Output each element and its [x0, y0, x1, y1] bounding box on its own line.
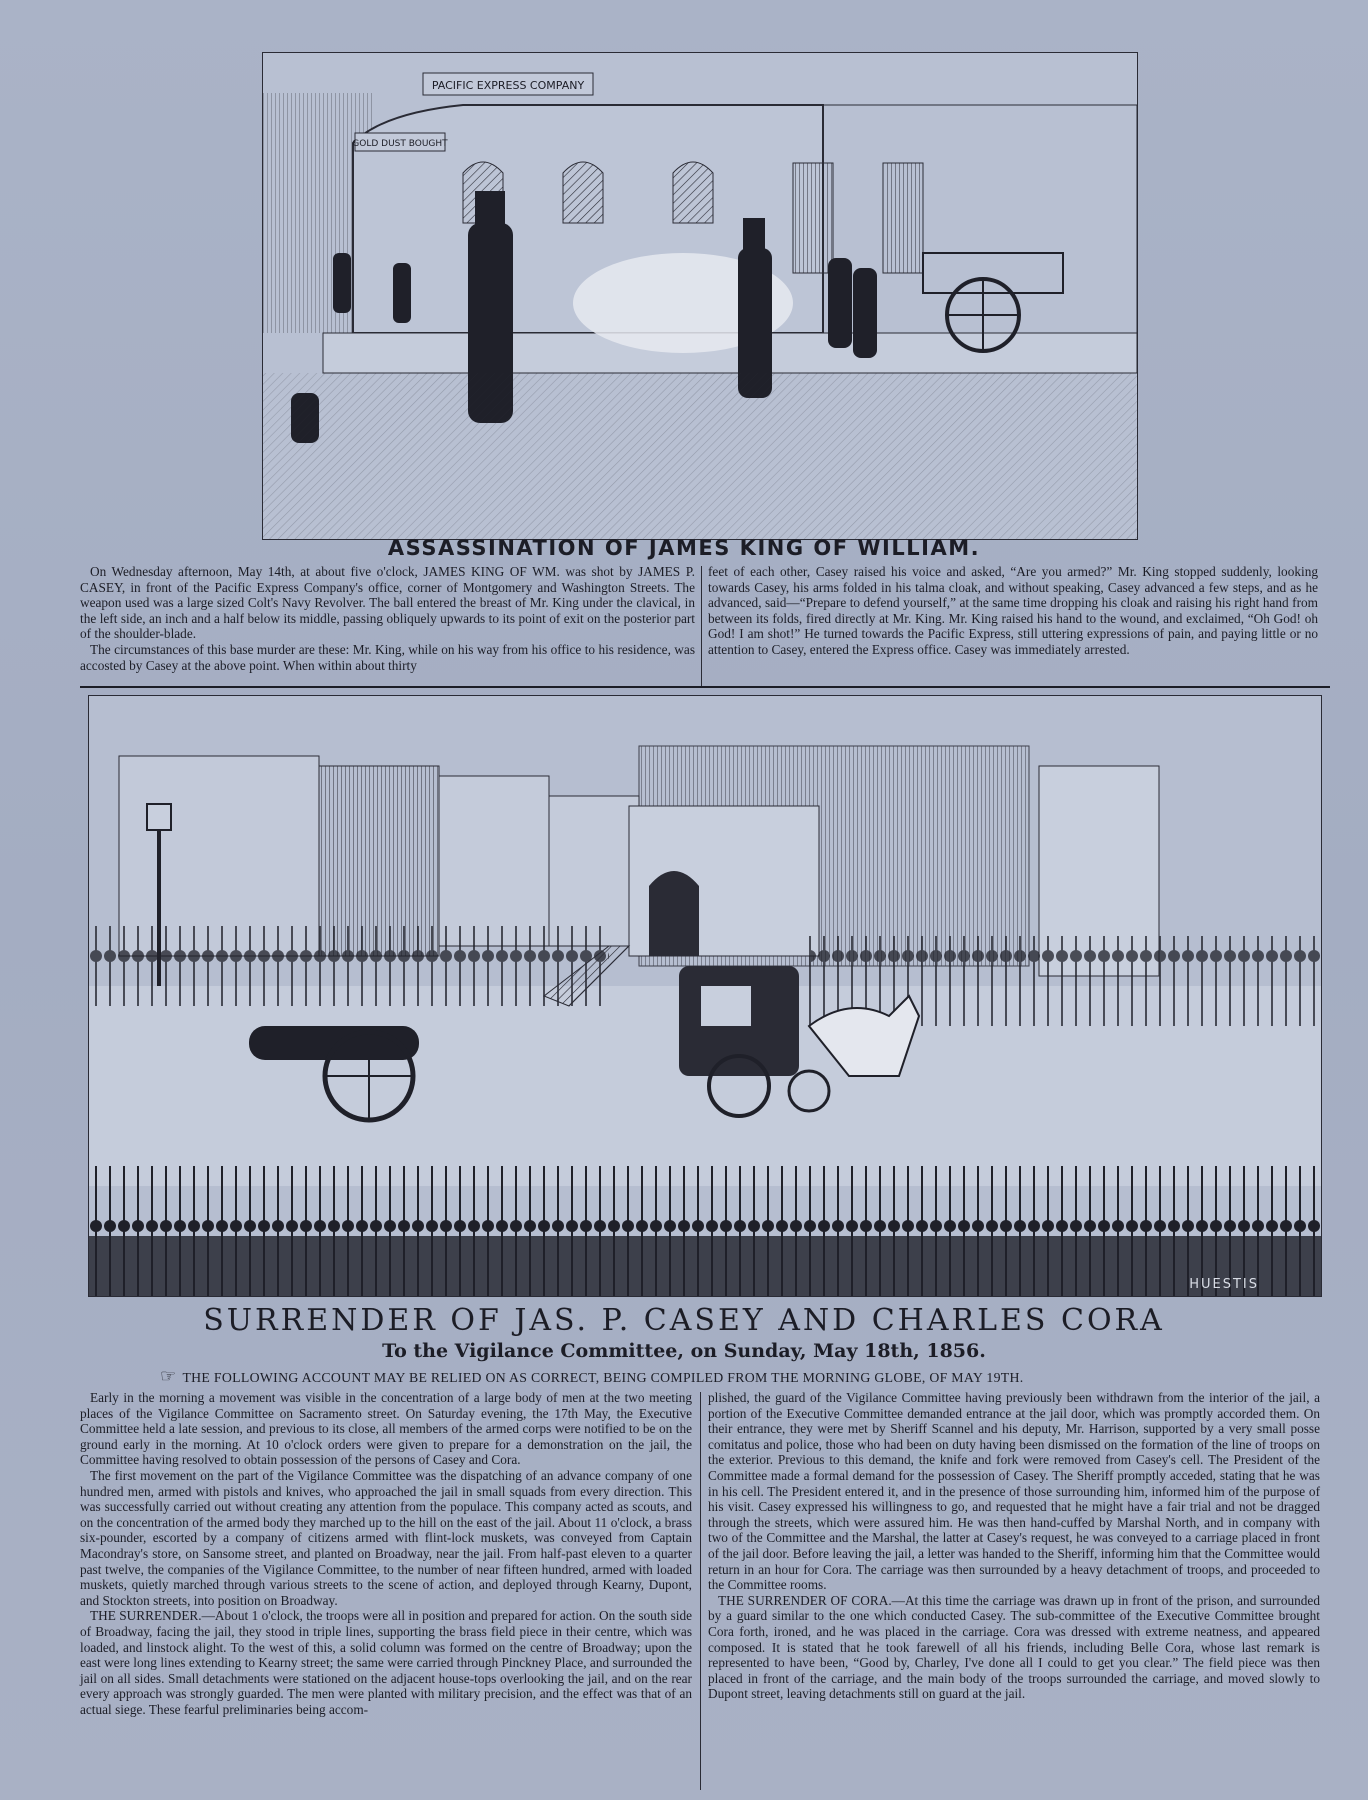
article-paragraph: feet of each other, Casey raised his voice and asked, “Are you armed?” Mr. King stopped suddenly, looking towards Casey, his arms folded in his talma cloak, and without speaking, Casey advanced a few steps, and as he advanced, said—“Prepare to defend yourself,” at the same time dropping his cloak and raising his right hand from between its folds, fired directly at Mr. King. Mr. King raised his hand to the wound, and exclaimed, “Oh God! oh God! I am shot!” He turned towards the Pacific Express, still uttering expressions of pain, and paying little or no attention to Casey, entered the Express office. Casey was immediately arrested. — [708, 564, 1318, 657]
article-paragraph: Early in the morning a movement was visible in the concentration of a large body of men at the two meeting places of the Vigilance Committee on Sacramento street. On Saturday evening, the 17th May, the Executive Committee held a late session, and previous to its close, all members of the armed corps were notified to be on the ground early in the morning. At 10 o'clock orders were given to prepare for a demonstration on the jail, the Committee having resolved to obtain possession of the persons of Casey and Cora. — [80, 1390, 692, 1468]
source-notice — [160, 1366, 1310, 1387]
assassination-column-right — [708, 564, 1318, 658]
express-sign: PACIFIC EXPRESS COMPANY — [431, 79, 585, 92]
surrender-title: SURRENDER OF JAS. P. CASEY AND CHARLES CORA — [203, 1303, 1165, 1338]
surrender-engraving — [88, 695, 1322, 1297]
article-paragraph: THE SURRENDER.—About 1 o'clock, the troops were all in position and prepared for action. On the south side of Broadway, facing the jail, they stood in triple lines, supporting the brass field piece in their centre, which was loaded, and linstock alight. To the west of this, a solid column was formed on the centre of Broadway; upon the east were long lines extending to Kearny street; the same were carried through Pinckney Place, and surrounded the jail on all sides. Small detachments were stationed on the adjacent house-tops overlooking the jail, and on the rear every approach was strongly guarded. The men were planted with military precision, and the effect was that of an actual siege. These fearful preliminaries being accom- — [80, 1608, 692, 1717]
assassination-title: ASSASSINATION OF JAMES KING OF WILLIAM. — [387, 536, 981, 560]
article-paragraph: The first movement on the part of the Vigilance Committee was the dispatching of an advance company of one hundred men, armed with pistols and knives, who approached the jail in small squads from every direction. This was successfully carried out without creating any attention from the populace. This company acted as scouts, and on the concentration of the armed body they marched up to the hill on the east of the jail. About 11 o'clock, a brass six-pounder, escorted by a company of citizens armed with flint-lock muskets, was conveyed from Captain Macondray's store, on Sansome street, and planted on Broadway, near the jail. From half-past eleven to a quarter past twelve, the companies of the Vigilance Committee, to the number of near fifteen hundred, armed with loaded muskets, quietly marched through various streets to the scene of action, and deployed through Kearny, Dupont, and Stockton streets, into position on Broadway. — [80, 1467, 692, 1608]
article-paragraph: THE SURRENDER OF CORA.—At this time the carriage was drawn up in front of the prison, and surrounded by a guard similar to the one which conducted Casey. The sub-committee of the Executive Committee brought Cora forth, ironed, and he was placed in the carriage. Cora was dressed with extreme neatness, and appeared composed. It is stated that he took farewell of all his friends, including Belle Cora, whose last remark is represented to have been, “Good by, Charley, I've done all I could to get you clear.” The field piece was then placed in front of the carriage, and the main body of the troops surrounded the carriage, and moved slowly to Dupont street, leaving detachments still on guard at the jail. — [708, 1592, 1320, 1702]
surrender-column-right — [708, 1390, 1320, 1702]
section-divider — [80, 686, 1330, 688]
assassination-column-left — [80, 564, 695, 673]
surrender-illustration — [89, 696, 1321, 1296]
assassination-illustration — [263, 53, 1137, 539]
surrender-column-left — [80, 1390, 692, 1717]
gold-dust-sign: GOLD DUST BOUGHT — [352, 139, 448, 149]
article-paragraph: The circumstances of this base murder are these: Mr. King, while on his way from his office to his residence, was accosted by Casey at the above point. When within about thirty — [80, 641, 695, 673]
pointing-hand-icon: ☞ — [160, 1366, 177, 1386]
article-paragraph: On Wednesday afternoon, May 14th, at about five o'clock, JAMES KING OF WM. was shot by JAMES P. CASEY, in front of the Pacific Express Company's office, corner of Montgomery and Washington Streets. The weapon used was a large sized Colt's Navy Revolver. The ball entered the breast of Mr. King under the clavical, in the left side, an inch and a half below its middle, passing obliquely upwards to its point of exit on the posterior part of the shoulder-blade. — [80, 564, 695, 642]
article-paragraph: plished, the guard of the Vigilance Committee having previously been withdrawn from the interior of the jail, a portion of the Executive Committee demanded entrance at the jail door, which was promptly accorded them. On their entrance, they were met by Sheriff Scannel and his deputy, Mr. Harrison, supported by a very small posse comitatus and police, those who had been on duty having been dismissed on the formation of the line of troops on the exterior. Previous to this demand, the knife and fork were removed from Casey's cell. The President of the Committee made a formal demand for the possession of Casey. The Sheriff promptly acceded, stating that he was in his cell. The President entered it, and in the presence of those surrounding him, informed him of the purpose of his visit. Casey expressed his willingness to go, and requested that he might have a fair trial and not be dragged through the streets, which were assured him. He was then hand-cuffed by Marshal North, and in company with two of the Committee and the Marshal, the latter at Casey's request, he was conveyed to a carriage placed in front of the jail door. Before leaving the jail, a letter was handed to the Sheriff, informing him that the Committee would return in an hour for Cora. The carriage was then surrounded by a heavy detachment of troops, and proceeded to the Committee rooms. — [708, 1390, 1320, 1593]
column-divider — [700, 1392, 701, 1790]
source-notice-text: THE FOLLOWING ACCOUNT MAY BE RELIED ON AS CORRECT, BEING COMPILED FROM THE MORNING GLOBE, OF MAY 19TH. — [182, 1370, 1024, 1385]
assassination-engraving — [262, 52, 1138, 540]
surrender-subtitle: To the Vigilance Committee, on Sunday, May 18th, 1856. — [382, 1340, 986, 1362]
engraver-signature: HUESTIS — [1189, 1277, 1259, 1292]
column-divider — [701, 566, 702, 688]
